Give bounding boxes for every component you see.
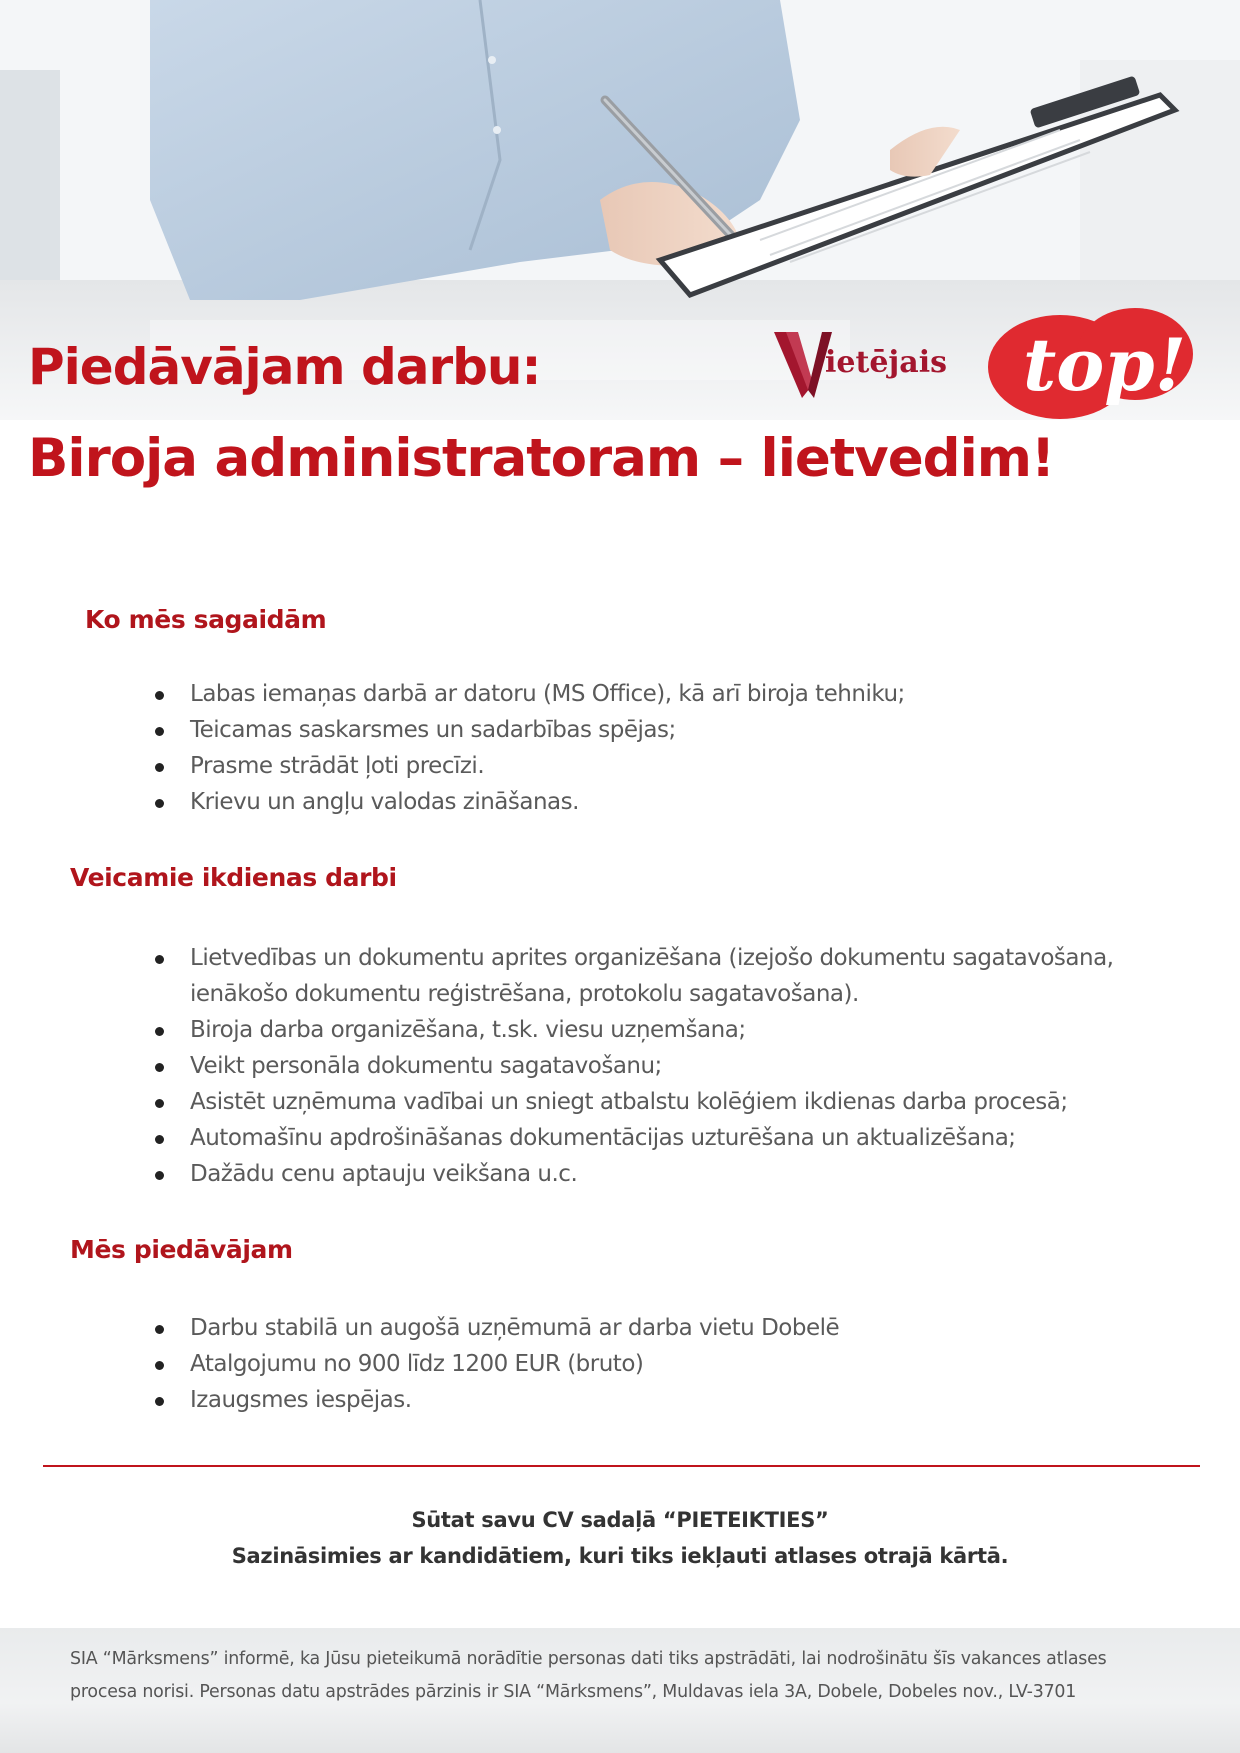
bullet-icon <box>155 727 164 736</box>
bullet-icon <box>155 1171 164 1180</box>
privacy-notice-line2: procesa norisi. Personas datu apstrādes pārzinis ir SIA “Mārksmens”, Muldavas iela 3A, Dobele, Dobeles nov., LV-3701 <box>70 1682 1077 1702</box>
list-item: Krievu un angļu valodas zināšanas. <box>155 784 905 820</box>
page-title-line1: Piedāvājam darbu: <box>28 338 541 396</box>
bullet-icon <box>155 1135 164 1144</box>
section-heading-expectations: Ko mēs sagaidām <box>85 605 327 634</box>
privacy-notice <box>70 1643 1210 1709</box>
divider <box>43 1465 1200 1467</box>
list-item-continuation: ienākošo dokumentu reģistrēšana, protokolu sagatavošana). <box>190 981 859 1007</box>
offer-list <box>155 1310 839 1418</box>
top-logo <box>985 292 1215 422</box>
list-item: Veikt personāla dokumentu sagatavošanu; <box>155 1048 1114 1084</box>
bullet-icon <box>155 1325 164 1334</box>
list-item: Labas iemaņas darbā ar datoru (MS Office), kā arī biroja tehniku; <box>155 676 905 712</box>
page-title-line2: Biroja administratoram – lietvedim! <box>28 428 1055 489</box>
top-logo-text: top! <box>1023 322 1187 407</box>
privacy-notice-line1: SIA “Mārksmens” informē, ka Jūsu pieteikumā norādītie personas dati tiks apstrādāti, lai nodrošinātu šīs vakances atlases <box>70 1649 1107 1669</box>
bullet-icon <box>155 1063 164 1072</box>
bullet-icon <box>155 955 164 964</box>
bullet-icon <box>155 1361 164 1370</box>
list-item: Teicamas saskarsmes un sadarbības spējas; <box>155 712 905 748</box>
list-item: Darbu stabilā un augošā uzņēmumā ar darba vietu Dobelē <box>155 1310 839 1346</box>
bullet-icon <box>155 691 164 700</box>
cta-line2: Sazināsimies ar kandidātiem, kuri tiks iekļauti atlases otrajā kārtā. <box>231 1544 1009 1568</box>
daily-tasks-list <box>155 940 1114 1192</box>
cta-line1: Sūtat savu CV sadaļā “PIETEIKTIES” <box>411 1508 829 1532</box>
bullet-icon <box>155 1397 164 1406</box>
bullet-icon <box>155 763 164 772</box>
vietejais-logo-text: ietējais <box>825 345 948 380</box>
list-item: Atalgojumu no 900 līdz 1200 EUR (bruto) <box>155 1346 839 1382</box>
list-item: Automašīnu apdrošināšanas dokumentācijas uzturēšana un aktualizēšana; <box>155 1120 1114 1156</box>
expectations-list <box>155 676 905 820</box>
list-item: Dažādu cenu aptauju veikšana u.c. <box>155 1156 1114 1192</box>
list-item: Prasme strādāt ļoti precīzi. <box>155 748 905 784</box>
section-heading-offer: Mēs piedāvājam <box>70 1235 293 1264</box>
list-item: Izaugsmes iespējas. <box>155 1382 839 1418</box>
list-item: Lietvedības un dokumentu aprites organizēšana (izejošo dokumentu sagatavošana, <box>155 940 1114 976</box>
bullet-icon <box>155 1099 164 1108</box>
list-item: Biroja darba organizēšana, t.sk. viesu uzņemšana; <box>155 1012 1114 1048</box>
section-heading-daily-tasks: Veicamie ikdienas darbi <box>70 863 397 892</box>
bullet-icon <box>155 799 164 808</box>
bullet-icon <box>155 1027 164 1036</box>
list-item: Asistēt uzņēmuma vadībai un sniegt atbalstu kolēģiem ikdienas darba procesā; <box>155 1084 1114 1120</box>
